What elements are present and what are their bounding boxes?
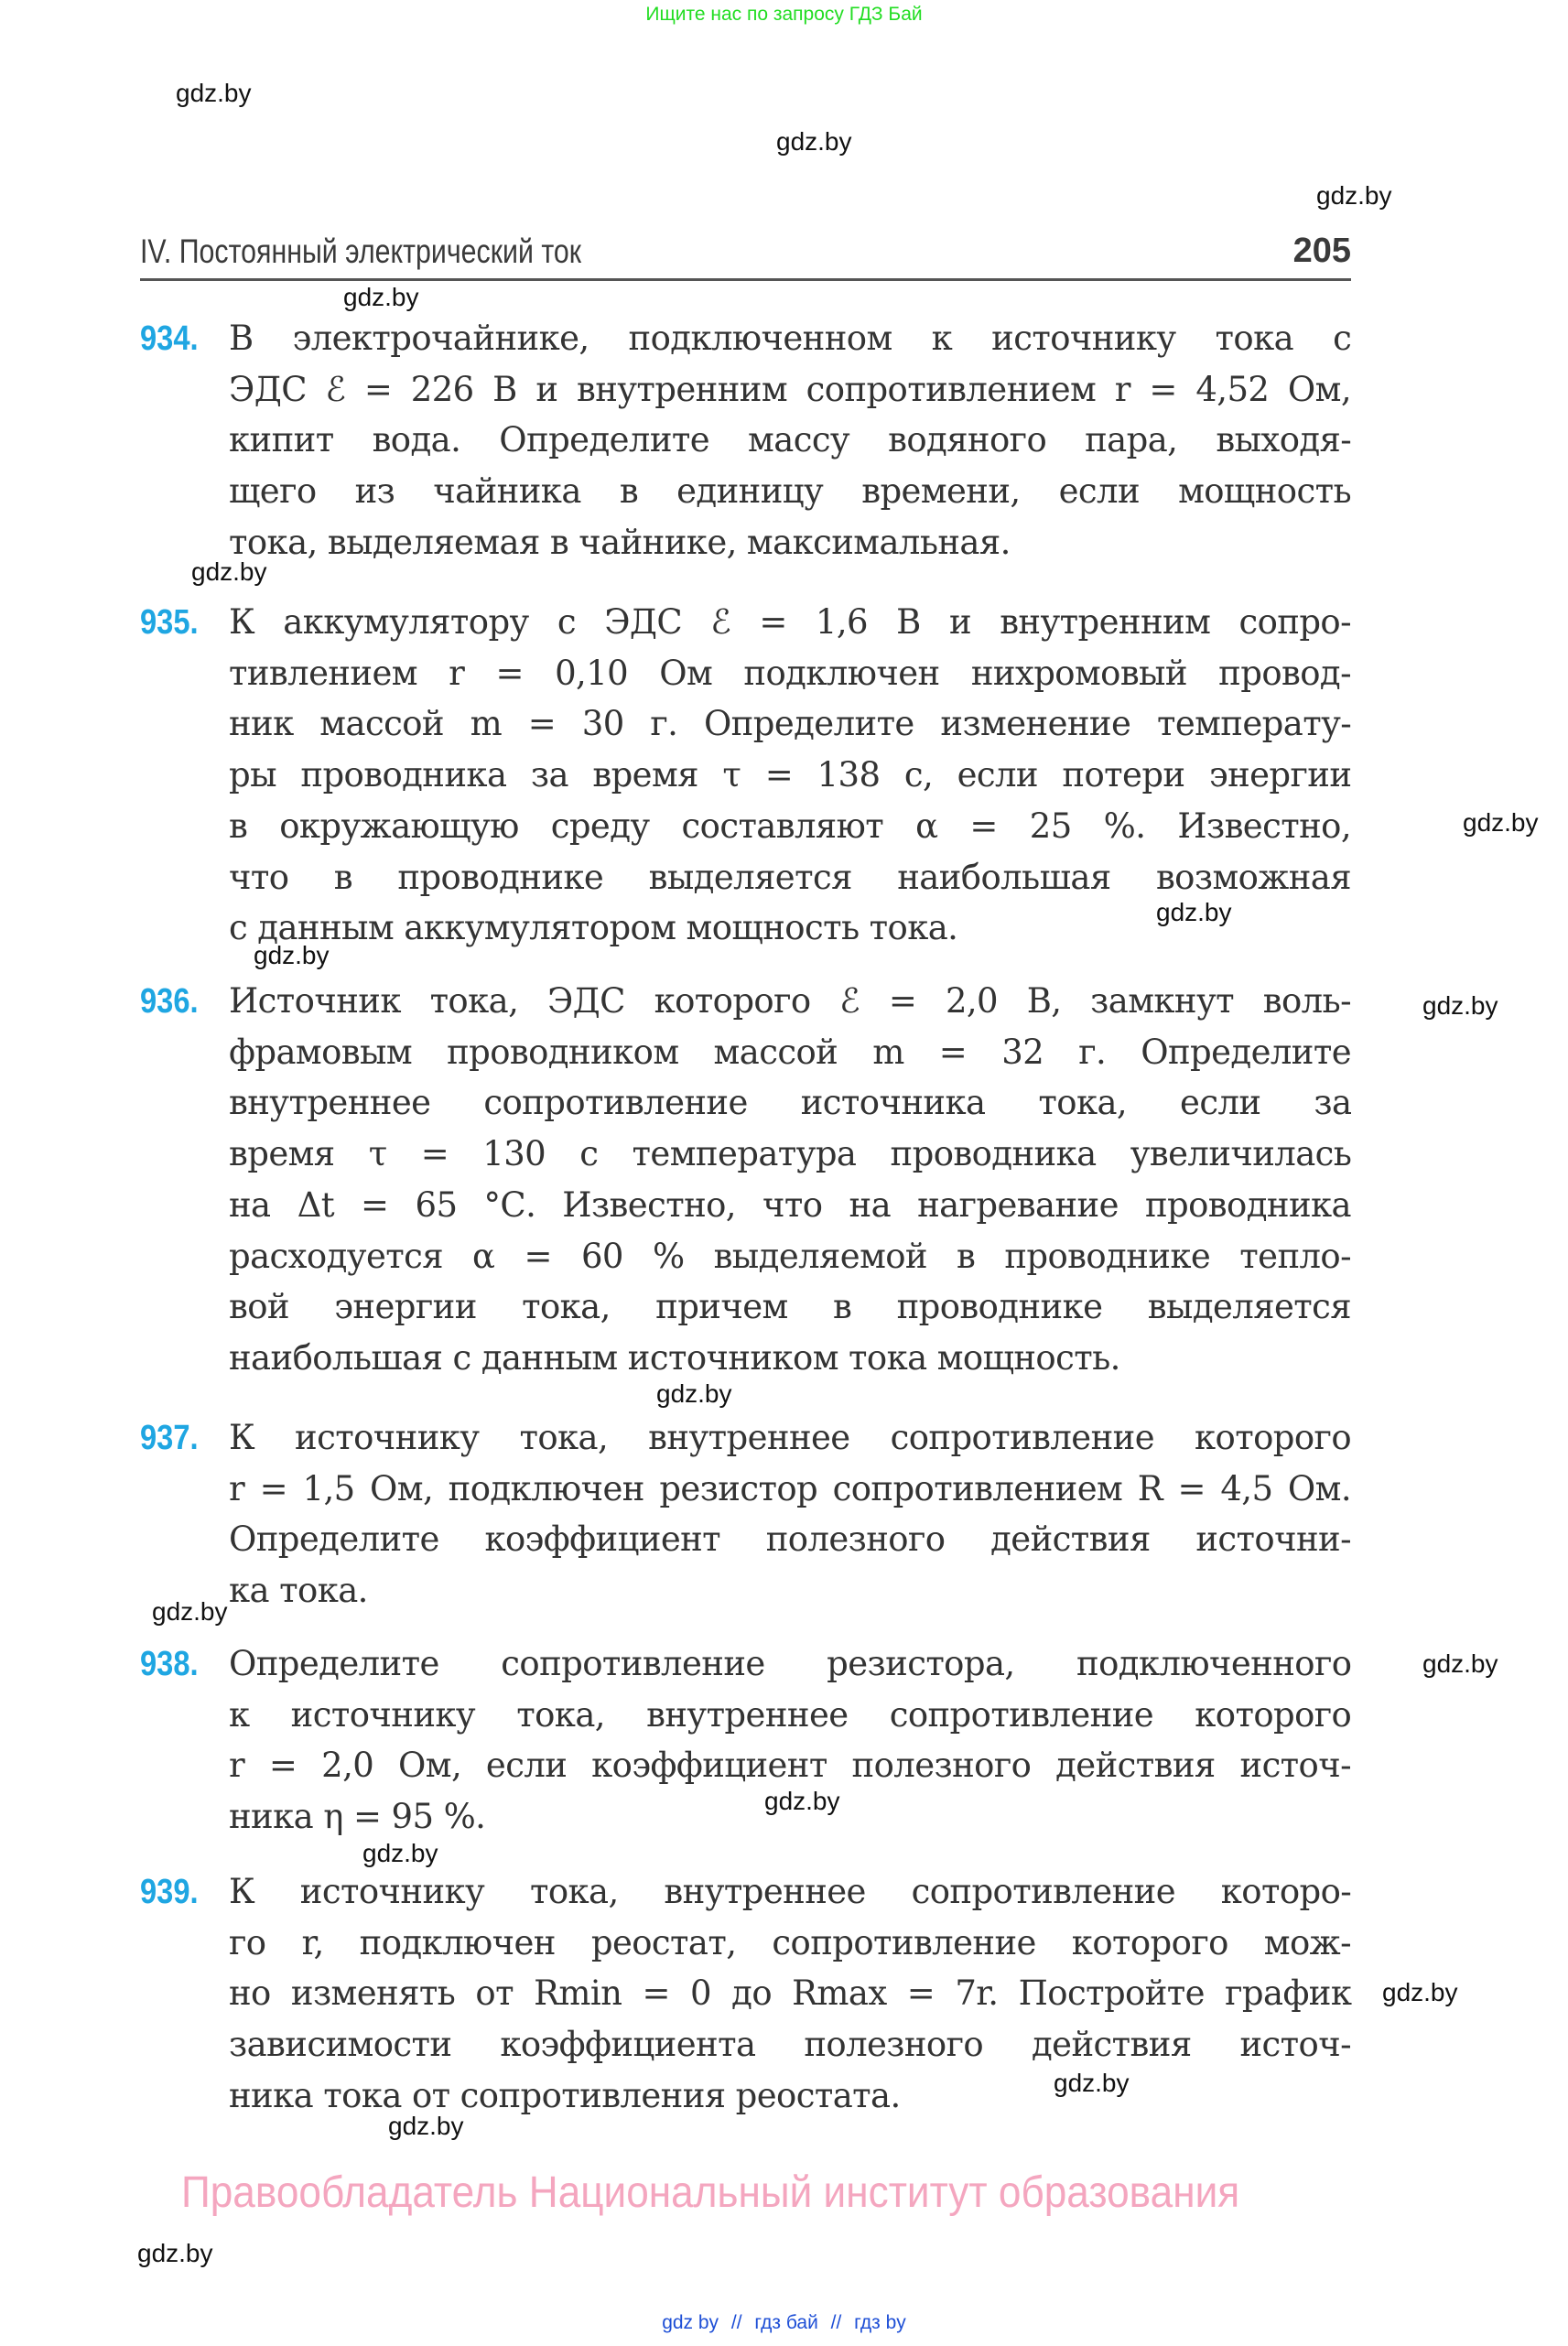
watermark-gdz-by: gdz.by	[1463, 808, 1539, 837]
problem-936	[140, 976, 1351, 1384]
problem-text-line: тока, выделяемая в чайнике, максимальная.	[229, 522, 1011, 562]
problem-number: 938.	[140, 1645, 199, 1683]
problem-text-line: ры проводника за время τ = 138 с, если потери энергии	[229, 755, 1352, 795]
problem-text-line: Определите сопротивление резистора, подключенного	[229, 1644, 1352, 1683]
problem-text-line: внутреннее сопротивление источника тока, если за	[229, 1083, 1352, 1123]
watermark-gdz-by: gdz.by	[1422, 1649, 1498, 1678]
watermark-gdz-by: gdz.by	[1316, 181, 1392, 210]
problem-text-line: ника тока от сопротивления реостата.	[229, 2075, 901, 2115]
problem-text-line: к источнику тока, внутреннее сопротивление которого	[229, 1694, 1352, 1735]
problem-text-line: наибольшая с данным источником тока мощность.	[229, 1337, 1120, 1378]
top-banner[interactable]: Ищите нас по запросу ГДЗ Бай	[645, 4, 923, 25]
problem-text-line: ЭДС ℰ = 226 В и внутренним сопротивлением r = 4,52 Ом,	[229, 369, 1351, 409]
problem-number: 939.	[140, 1873, 199, 1911]
problem-text	[229, 1412, 1351, 1616]
problem-text-line: r = 2,0 Ом, если коэффициент полезного действия источ-	[229, 1746, 1351, 1786]
watermark-gdz-by: gdz.by	[764, 1787, 840, 1815]
problem-text-line: К источнику тока, внутреннее сопротивление которого	[229, 1418, 1351, 1457]
problem-text	[229, 313, 1351, 568]
problem-text-line: фрамовым проводником массой m = 32 г. Определите	[229, 1032, 1351, 1072]
problem-text-line: на Δt = 65 °С. Известно, что на нагревание проводника	[229, 1184, 1351, 1225]
problem-number: 934.	[140, 319, 199, 358]
problem-text-line: r = 1,5 Ом, подключен резистор сопротивлением R = 4,5 Ом.	[229, 1468, 1351, 1508]
problem-text-line: щего из чайника в единицу времени, если мощность	[229, 471, 1351, 512]
page-number: 205	[1292, 232, 1351, 270]
problem-text-line: кипит вода. Определите массу водяного пара, выходя-	[229, 420, 1352, 460]
watermark-gdz-by: gdz.by	[176, 79, 252, 107]
problem-934	[140, 313, 1351, 568]
watermark-gdz-by: gdz.by	[656, 1379, 732, 1408]
watermark-gdz-by: gdz.by	[388, 2112, 464, 2140]
problem-text-line: В электрочайнике, подключенном к источнику тока с	[229, 319, 1352, 358]
watermark-gdz-by: gdz.by	[191, 557, 267, 586]
problem-text-line: ника η = 95 %.	[229, 1797, 486, 1837]
problem-text	[229, 1866, 1351, 2122]
problem-text-line: Определите коэффициент полезного действия источни-	[229, 1519, 1351, 1560]
problem-text-line: что в проводнике выделяется наибольшая возможная	[229, 857, 1351, 897]
footer-separator: //	[730, 2312, 742, 2333]
watermark-gdz-by: gdz.by	[152, 1597, 228, 1626]
copyright-notice: Правообладатель Национальный институт образования	[181, 2168, 1240, 2217]
footer-link-gdz-by[interactable]: gdz by	[662, 2312, 719, 2333]
problem-text-line: расходуется α = 60 % выделяемой в проводнике тепло-	[229, 1236, 1351, 1276]
footer-separator: //	[830, 2312, 842, 2333]
problem-text-line: время τ = 130 с температура проводника увеличилась	[229, 1134, 1352, 1174]
problem-text-line: но изменять от Rmin = 0 до Rmax = 7r. Постройте график	[229, 1973, 1352, 2014]
problem-text-line: с данным аккумулятором мощность тока.	[229, 908, 958, 948]
watermark-gdz-by: gdz.by	[1382, 1978, 1458, 2006]
problem-938	[140, 1638, 1351, 1843]
footer-link-gdz-by-ru[interactable]: гдз by	[854, 2312, 906, 2333]
footer-links	[0, 2312, 1568, 2334]
problem-text-line: ка тока.	[229, 1571, 368, 1611]
problem-text-line: зависимости коэффициента полезного действия источ-	[229, 2025, 1351, 2065]
problem-937	[140, 1412, 1351, 1616]
chapter-title: IV. Постоянный электрический ток	[140, 232, 582, 270]
problem-number: 937.	[140, 1419, 199, 1457]
watermark-gdz-by: gdz.by	[137, 2239, 213, 2267]
problem-939	[140, 1866, 1351, 2122]
problem-text-line: Источник тока, ЭДС которого ℰ = 2,0 В, замкнут воль-	[229, 981, 1351, 1021]
watermark-gdz-by: gdz.by	[1156, 898, 1232, 926]
footer-link-gdz-bai[interactable]: гдз бай	[754, 2312, 818, 2333]
problem-text-line: вой энергии тока, причем в проводнике выделяется	[229, 1287, 1351, 1327]
problem-text-line: в окружающую среду составляют α = 25 %. Известно,	[229, 805, 1351, 846]
problem-number: 935.	[140, 603, 199, 642]
problem-text-line: К аккумулятору с ЭДС ℰ = 1,6 В и внутренним сопро-	[229, 602, 1351, 642]
watermark-gdz-by: gdz.by	[776, 127, 852, 156]
watermark-gdz-by: gdz.by	[1422, 991, 1498, 1020]
watermark-gdz-by: gdz.by	[362, 1839, 438, 1867]
watermark-gdz-by: gdz.by	[1054, 2069, 1130, 2097]
problem-text	[229, 976, 1351, 1384]
problem-number: 936.	[140, 982, 199, 1021]
watermark-gdz-by: gdz.by	[254, 941, 330, 969]
problem-text-line: ник массой m = 30 г. Определите изменение температу-	[229, 704, 1352, 744]
problem-text-line: тивлением r = 0,10 Ом подключен нихромовый провод-	[229, 653, 1351, 693]
problem-text-line: го r, подключен реостат, сопротивление которого мож-	[229, 1922, 1351, 1962]
watermark-gdz-by: gdz.by	[343, 283, 419, 311]
running-head	[140, 227, 1351, 281]
problem-text-line: К источнику тока, внутреннее сопротивление которо-	[229, 1872, 1352, 1911]
